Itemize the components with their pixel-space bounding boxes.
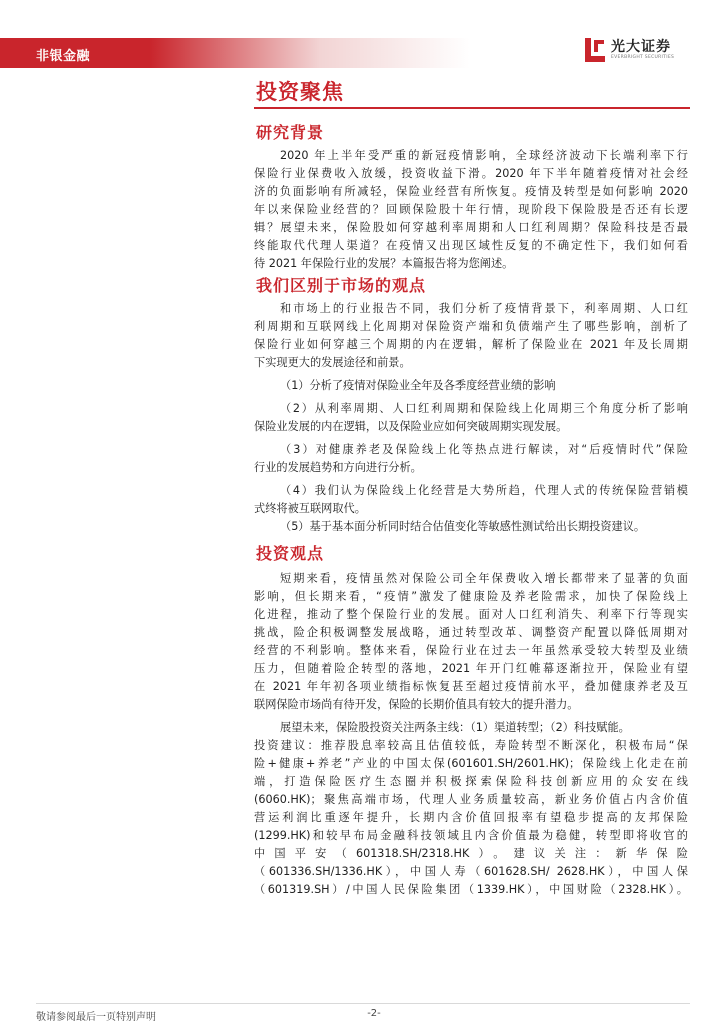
- paragraph-line: 和市场上的行业报告不同，我们分析了疫情背景下，利率周期、人口红: [280, 302, 688, 315]
- page-title: 投资聚焦: [256, 80, 344, 104]
- paragraph-line: 济的负面影响有所减轻，保险业经营有所恢复。疫情及转型是如何影响 2020: [254, 185, 688, 198]
- list-item: （1）分析了疫情对保险业全年及各季度经营业绩的影响: [280, 379, 556, 392]
- paragraph-line: 化进程，推动了整个保险行业的发展。面对人口红利消失、利率下行等现实: [254, 608, 688, 621]
- footer-divider: [36, 1003, 690, 1004]
- paragraph-line: 展望未来，保险股投资关注两条主线：（1）渠道转型；（2）科技赋能。: [280, 721, 630, 734]
- section-heading-background: 研究背景: [256, 123, 325, 142]
- paragraph-line: 险+健康+养老”产业的中国太保(601601.SH/2601.HK)；保险线上化走在前: [254, 757, 688, 770]
- list-item: （3）对健康养老及保险线上化等热点进行解读，对“后疫情时代”保险: [280, 443, 688, 456]
- list-item-continued: 行业的发展趋势和方向进行分析。: [254, 461, 422, 474]
- paragraph-line: 经营的不利影响。整体来看，保险行业在过去一年虽然承受较大转型及业绩: [254, 644, 688, 657]
- paragraph-line: 影响，但长期来看，“疫情”激发了健康险及养老险需求，加快了保险线上: [254, 590, 688, 603]
- paragraph-line: 在 2021 年年初各项业绩指标恢复甚至超过疫情前水平，叠加健康养老及互: [254, 680, 688, 693]
- paragraph-line: 利周期和互联网线上化周期对保险资产端和负债端产生了哪些影响，剖析了: [254, 320, 688, 333]
- brand-name-en: EVERBRIGHT SECURITIES: [611, 55, 675, 60]
- paragraph-line: (1299.HK)和较早布局金融科技领域且内含价值最为稳健，转型即将收官的: [254, 829, 688, 842]
- footer-disclaimer: 敬请参阅最后一页特别声明: [36, 1012, 156, 1023]
- section-heading-investment-view: 投资观点: [256, 544, 325, 563]
- section-heading-difference: 我们区别于市场的观点: [256, 276, 427, 295]
- paragraph-line: 保险行业保费收入放缓，投资收益下滑。2020 年下半年随着疫情对社会经: [254, 167, 688, 180]
- paragraph-line: 终能取代代理人渠道？在疫情又出现区域性反复的不确定性下，我们如何看: [254, 239, 688, 252]
- paragraph-line: 挑战，险企积极调整发展战略，通过转型改革、调整资产配置以降低周期对: [254, 626, 688, 639]
- list-item-continued: 式终将被互联网取代。: [254, 502, 366, 515]
- paragraph-line: 压力，但随着险企转型的落地，2021 年开门红帷幕逐渐拉开，保险业有望: [254, 662, 688, 675]
- brand-name-cn: 光大证券: [611, 39, 671, 55]
- list-item: （5）基于基本面分析同时结合估值变化等敏感性测试给出长期投资建议。: [280, 520, 646, 533]
- paragraph-line: （601336.SH/1336.HK），中国人寿（601628.SH/ 2628.HK），中国人保: [254, 865, 688, 878]
- paragraph-line: 中国平安（601318.SH/2318.HK）。建议关注：新华保险: [254, 847, 688, 860]
- paragraph-line: 端，打造保险医疗生态圈并积极探索保险科技创新应用的众安在线: [254, 775, 688, 788]
- paragraph-line: (6060.HK)；聚焦高端市场，代理人业务质量较高，新业务价值占内含价值: [254, 793, 688, 806]
- paragraph-line: 联网保险市场尚有待开发，保险的长期价值具有较大的提升潜力。: [254, 698, 579, 711]
- paragraph-line: 待 2021 年保险行业的发展？本篇报告将为您阐述。: [254, 257, 514, 270]
- page-number: -2-: [367, 1008, 381, 1019]
- paragraph-line: 保险行业如何穿越三个周期的内在逻辑，解析了保险业在 2021 年及长周期: [254, 338, 688, 351]
- brand-logo: [582, 36, 692, 66]
- paragraph-line: 辑？展望未来，保险股如何穿越利率周期和人口红利周期？保险科技是否最: [254, 221, 688, 234]
- everbright-logo-icon: [582, 36, 608, 64]
- paragraph-line: 下实现更大的发展途径和前景。: [254, 356, 411, 369]
- list-item: （4）我们认为保险线上化经营是大势所趋，代理人式的传统保险营销模: [280, 484, 688, 497]
- list-item: （2）从利率周期、人口红利周期和保险线上化周期三个角度分析了影响: [280, 402, 688, 415]
- paragraph-line: 投资建议：推荐股息率较高且估值较低，寿险转型不断深化，积极布局“保: [254, 739, 688, 752]
- paragraph-line: 年以来保险业经营的？回顾保险股十年行情，现阶段下保险股是否还有长逻: [254, 203, 688, 216]
- paragraph-line: 2020 年上半年受严重的新冠疫情影响，全球经济波动下长端利率下行: [280, 149, 688, 162]
- list-item-continued: 保险业发展的内在逻辑，以及保险业应如何突破周期实现发展。: [254, 420, 568, 433]
- paragraph-line: （601319.SH）/中国人民保险集团（1339.HK），中国财险（2328.HK）。: [254, 883, 688, 896]
- header-section-label: 非银金融: [36, 49, 91, 64]
- paragraph-line: 短期来看，疫情虽然对保险公司全年保费收入增长都带来了显著的负面: [280, 572, 688, 585]
- paragraph-line: 营运利润比重逐年提升，长期内含价值回报率有望稳步提高的友邦保险: [254, 811, 688, 824]
- title-divider: [254, 107, 690, 109]
